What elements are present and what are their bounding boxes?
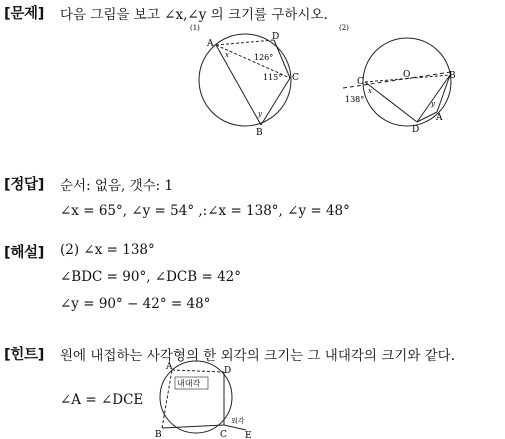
hint-fig-point-C: C — [220, 430, 227, 439]
fig1-angle-x: x — [225, 51, 229, 59]
problem-label: [문제] — [4, 6, 45, 22]
explanation-line-3: ∠y = 90° − 42° = 48° — [60, 296, 211, 312]
hint-figure — [152, 360, 262, 439]
hint-formula: ∠A = ∠DCE — [60, 392, 144, 408]
fig1-point-D: D — [272, 32, 280, 42]
hint-fig-point-E: E — [245, 431, 252, 439]
fig1-point-C: C — [292, 73, 299, 83]
hint-fig-inner-label: 내대각 — [177, 379, 201, 388]
fig2-point-B: B — [449, 71, 456, 81]
figure-2-tag: (2) — [339, 24, 349, 32]
explanation-line-1: (2) ∠x = 138° — [60, 242, 155, 258]
fig2-angle-x: x — [368, 87, 372, 95]
fig1-point-A: A — [207, 39, 214, 49]
explanation-label: [해설] — [4, 245, 45, 261]
problem-text: 다음 그림을 보고 ∠x,∠y 의 크기를 구하시오. — [60, 7, 328, 23]
explanation-line-2: ∠BDC = 90°, ∠DCB = 42° — [60, 269, 241, 285]
hint-fig-point-D: D — [224, 366, 232, 376]
problem-figure-1 — [190, 20, 310, 140]
fig2-angle-138: 138° — [345, 95, 365, 104]
fig2-point-O: O — [403, 70, 411, 80]
hint-fig-point-A: A — [166, 362, 173, 372]
fig2-angle-y: y — [431, 100, 435, 108]
hint-fig-point-B: B — [155, 430, 162, 439]
hint-label: [힌트] — [4, 347, 45, 363]
answer-meta: 순서: 없음, 갯수: 1 — [60, 178, 174, 194]
fig1-point-B: B — [256, 128, 263, 138]
answer-value: ∠x = 65°, ∠y = 54° ,:∠x = 138°, ∠y = 48° — [60, 203, 350, 219]
fig1-angle-115: 115° — [263, 73, 283, 82]
fig2-point-A: A — [436, 113, 443, 123]
fig2-point-C: C — [357, 77, 364, 87]
hint-fig-outer-label: 외각 — [231, 417, 245, 425]
figure-1-tag: (1) — [190, 24, 200, 32]
fig1-angle-126: 126° — [254, 53, 274, 62]
fig1-angle-y: y — [258, 110, 262, 118]
answer-label: [정답] — [4, 177, 45, 193]
hint-text: 원에 내접하는 사각형의 한 외각의 크기는 그 내대각의 크기와 같다. — [60, 348, 456, 364]
fig2-point-D: D — [412, 125, 420, 135]
problem-figure-2 — [335, 20, 465, 140]
